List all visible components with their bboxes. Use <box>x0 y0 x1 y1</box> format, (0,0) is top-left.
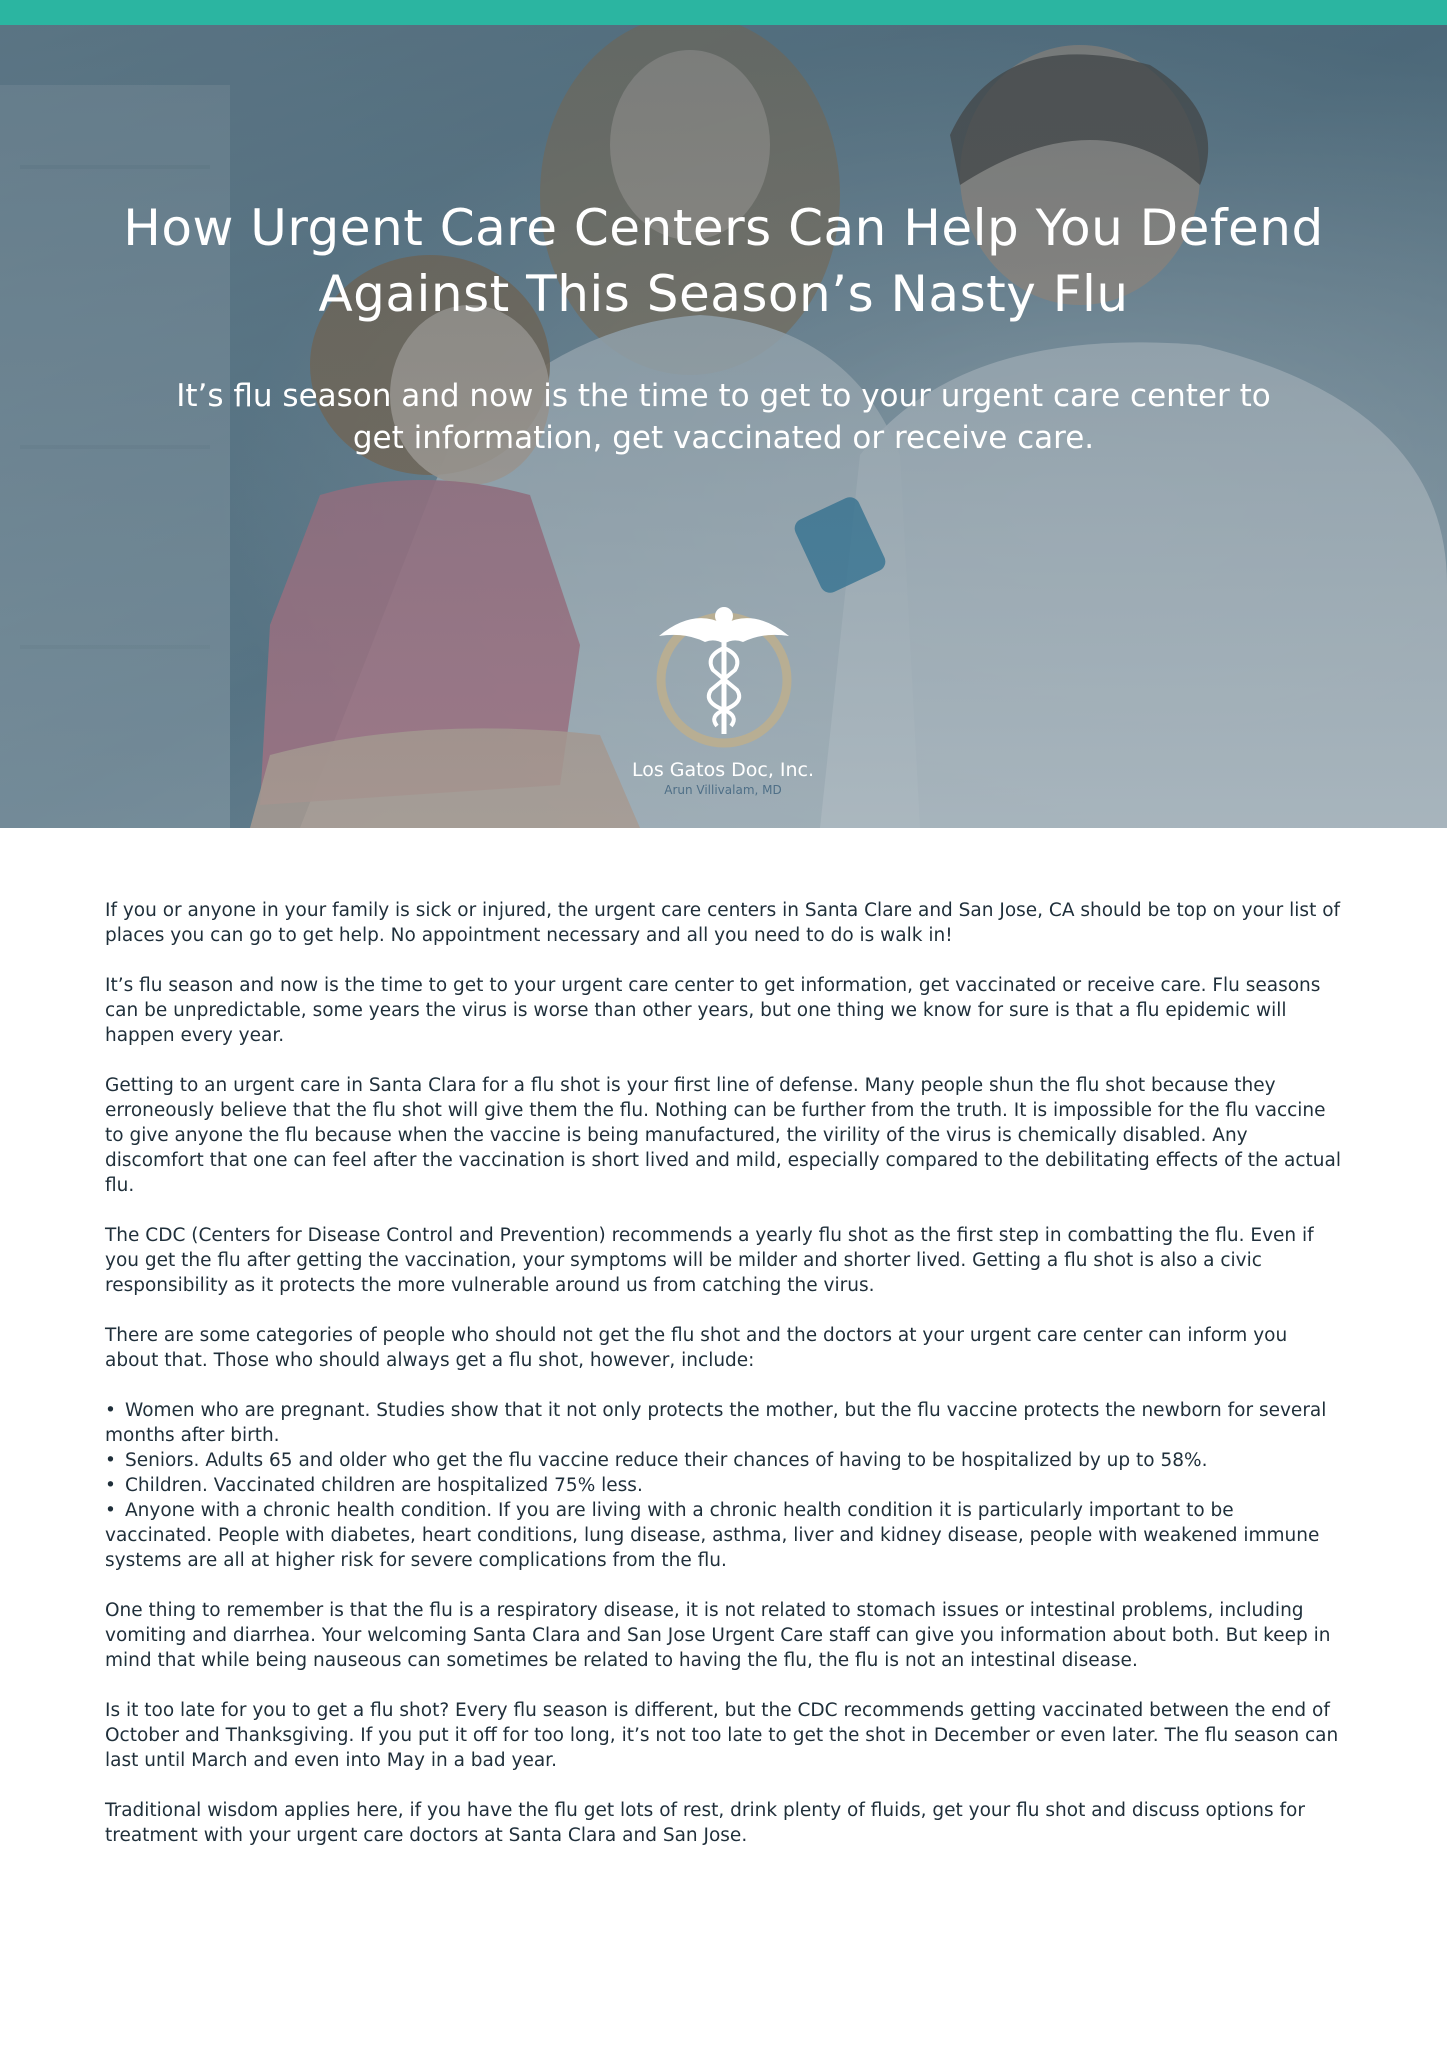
article-paragraph-4: The CDC (Centers for Disease Control and Prevention) recommends a yearly flu shot as the first step in combatting the flu. Even if you get the flu after getting the vaccination, your symptoms will be milder and shorter lived. Getting a flu shot is also a civic responsibility as it protects the more vulnerable around us from catching the virus. <box>105 1225 1314 1296</box>
article-paragraph-1: If you or anyone in your family is sick or injured, the urgent care centers in Santa Clare and San Jose, CA should be top on your list of places you can go to get help. No appointment necessary and all you need to do is walk in! <box>105 900 1341 946</box>
caduceus-icon <box>653 598 795 748</box>
top-accent-bar <box>0 0 1447 25</box>
article-paragraph-6: One thing to remember is that the flu is a respiratory disease, it is not related to stomach issues or intestinal problems, including vomiting and diarrhea. Your welcoming Santa Clara and San Jose Urgent Care staff can give you information about both. But keep in mind that while being nauseous can sometimes be related to having the flu, the flu is not an intestinal disease. <box>105 1600 1331 1671</box>
list-item <box>105 1448 1345 1473</box>
list-item <box>105 1498 1345 1573</box>
hero-banner <box>0 25 1447 828</box>
article-paragraph-3: Getting to an urgent care in Santa Clara for a flu shot is your first line of defense. Many people shun the flu shot because they erroneously believe that the flu shot will give them the flu. Nothing can be further from the truth. It is impossible for the flu vaccine to give anyone the flu because when the vaccine is being manufactured, the virility of the virus is chemically disabled. Any discomfort that one can feel after the vaccination is short lived and mild, especially compared to the debilitating effects of the actual flu. <box>105 1075 1341 1196</box>
article-body <box>105 898 1345 1873</box>
hero-subtitle: It’s flu season and now is the time to get to your urgent care center to get information, get vaccinated or receive care. <box>176 378 1271 456</box>
hero-title: How Urgent Care Centers Can Help You Defend Against This Season’s Nasty Flu <box>123 199 1324 323</box>
logo-doctor-name: Arun Villivalam, MD <box>664 783 782 797</box>
article-paragraph-5: There are some categories of people who should not get the flu shot and the doctors at your urgent care center can inform you about that. Those who should always get a flu shot, however, include: <box>105 1325 1288 1371</box>
bullet-text: Children. Vaccinated children are hospitalized 75% less. <box>125 1475 643 1496</box>
article-paragraph-2: It’s flu season and now is the time to get to your urgent care center to get information, get vaccinated or receive care. Flu seasons can be unpredictable, some years the virus is worse than other years, but one thing we know for sure is that a flu epidemic will happen every year. <box>105 975 1321 1046</box>
list-item <box>105 1398 1345 1448</box>
logo-company-name: Los Gatos Doc, Inc. <box>631 759 815 781</box>
bullet-text: Women who are pregnant. Studies show that it not only protects the mother, but the flu vaccine protects the newborn for several months after birth. <box>105 1400 1327 1446</box>
bullet-text: Anyone with a chronic health condition. If you are living with a chronic health condition it is particularly important to be vaccinated. People with diabetes, heart conditions, lung disease, asthma, liver and kidney disease, people with weakened immune systems are all at higher risk for severe complications from the flu. <box>105 1500 1320 1571</box>
list-item <box>105 1473 1345 1498</box>
bullet-marker: • <box>105 1475 116 1496</box>
bullet-marker: • <box>105 1500 116 1521</box>
bullet-text: Seniors. Adults 65 and older who get the flu vaccine reduce their chances of having to be hospitalized by up to 58%. <box>125 1450 1208 1471</box>
article-paragraph-8: Traditional wisdom applies here, if you have the flu get lots of rest, drink plenty of fluids, get your flu shot and discuss options for treatment with your urgent care doctors at Santa Clara and San Jose. <box>105 1800 1305 1846</box>
bullet-marker: • <box>105 1400 116 1421</box>
article-paragraph-7: Is it too late for you to get a flu shot? Every flu season is different, but the CDC recommends getting vaccinated between the end of October and Thanksgiving. If you put it off for too long, it’s not too late to get the shot in December or even later. The flu season can last until March and even into May in a bad year. <box>105 1700 1339 1771</box>
bullet-marker: • <box>105 1450 116 1471</box>
bullet-list <box>105 1398 1345 1573</box>
